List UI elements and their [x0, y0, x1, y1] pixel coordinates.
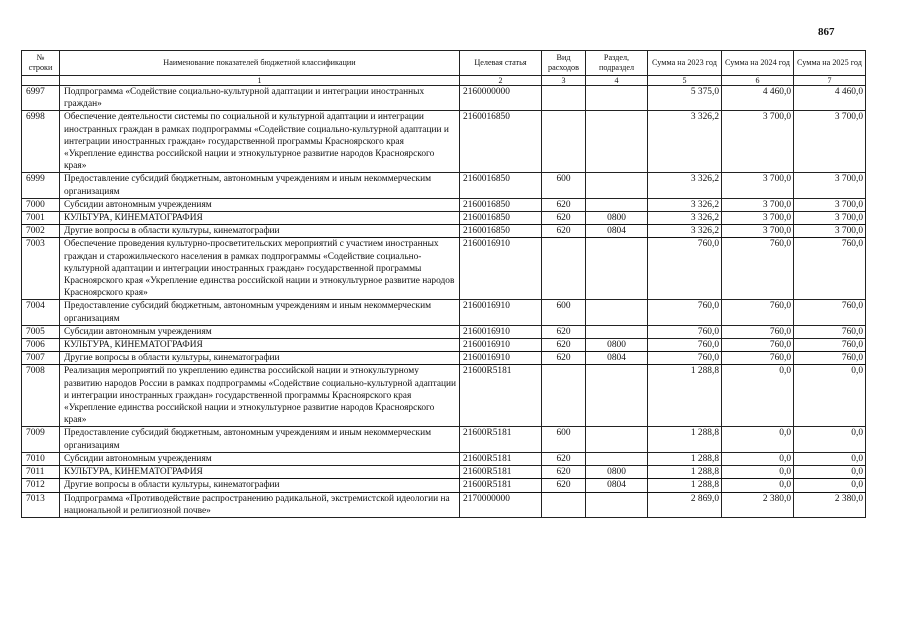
row-name: КУЛЬТУРА, КИНЕМАТОГРАФИЯ	[60, 212, 460, 225]
row-sum-2023: 760,0	[648, 325, 722, 338]
row-target: 2160016910	[460, 339, 542, 352]
page-number: 867	[818, 26, 835, 38]
row-sum-2025: 760,0	[794, 352, 866, 365]
row-name: Предоставление субсидий бюджетным, автономным учреждениям и иным некоммерческим организациям	[60, 300, 460, 325]
column-index: 6	[722, 76, 794, 86]
table-row	[22, 339, 866, 352]
row-sum-2023: 3 326,2	[648, 173, 722, 198]
row-sum-2024: 3 700,0	[722, 225, 794, 238]
budget-table	[21, 50, 866, 518]
row-expense-type: 620	[542, 352, 586, 365]
column-index: 7	[794, 76, 866, 86]
column-index: 2	[460, 76, 542, 86]
row-sum-2024: 760,0	[722, 325, 794, 338]
row-sum-2024: 0,0	[722, 479, 794, 492]
table-row	[22, 300, 866, 325]
header-sum-2025: Сумма на 2025 год	[794, 51, 866, 76]
header-target: Целевая статья	[460, 51, 542, 76]
row-sum-2023: 2 869,0	[648, 492, 722, 517]
row-sum-2025: 0,0	[794, 452, 866, 465]
row-number: 7004	[22, 300, 60, 325]
row-sum-2025: 760,0	[794, 238, 866, 300]
table-row	[22, 238, 866, 300]
row-name: Субсидии автономным учреждениям	[60, 198, 460, 211]
row-number: 6999	[22, 173, 60, 198]
row-name: Подпрограмма «Содействие социально-культурной адаптации и интеграции иностранных граждан»	[60, 86, 460, 111]
row-sum-2025: 3 700,0	[794, 198, 866, 211]
row-sum-2023: 5 375,0	[648, 86, 722, 111]
row-number: 7012	[22, 479, 60, 492]
row-target: 2160016910	[460, 300, 542, 325]
header-sum-2023: Сумма на 2023 год	[648, 51, 722, 76]
row-sum-2023: 1 288,8	[648, 365, 722, 427]
row-sum-2023: 760,0	[648, 352, 722, 365]
row-name: КУЛЬТУРА, КИНЕМАТОГРАФИЯ	[60, 466, 460, 479]
row-sum-2024: 3 700,0	[722, 212, 794, 225]
row-sum-2023: 3 326,2	[648, 198, 722, 211]
row-number: 7013	[22, 492, 60, 517]
row-sum-2025: 0,0	[794, 365, 866, 427]
row-target: 2170000000	[460, 492, 542, 517]
row-target: 2160016910	[460, 325, 542, 338]
row-sum-2025: 760,0	[794, 339, 866, 352]
row-name: Предоставление субсидий бюджетным, автономным учреждениям и иным некоммерческим организациям	[60, 173, 460, 198]
table-row	[22, 173, 866, 198]
row-name: Другие вопросы в области культуры, кинематографии	[60, 479, 460, 492]
row-section	[586, 427, 648, 452]
row-section: 0804	[586, 479, 648, 492]
row-sum-2024: 0,0	[722, 365, 794, 427]
table-row	[22, 86, 866, 111]
row-sum-2024: 0,0	[722, 452, 794, 465]
table-row	[22, 479, 866, 492]
row-expense-type: 620	[542, 339, 586, 352]
row-name: Обеспечение проведения культурно-просветительских мероприятий с участием иностранных граждан и старожильческого населения в рамках подпрограммы «Содействие социально-культурной адаптации и интеграции иностранных граждан» государственной программы Красноярского края «Укрепление единства российской нации и этнокультурное развитие народов Красноярского края»	[60, 238, 460, 300]
row-number: 7007	[22, 352, 60, 365]
column-index: 3	[542, 76, 586, 86]
column-index-row	[22, 76, 866, 86]
row-sum-2023: 1 288,8	[648, 452, 722, 465]
row-sum-2023: 3 326,2	[648, 225, 722, 238]
column-index	[22, 76, 60, 86]
row-sum-2025: 760,0	[794, 300, 866, 325]
row-name: Субсидии автономным учреждениям	[60, 325, 460, 338]
row-sum-2025: 4 460,0	[794, 86, 866, 111]
row-expense-type: 620	[542, 325, 586, 338]
row-expense-type	[542, 492, 586, 517]
row-sum-2024: 4 460,0	[722, 86, 794, 111]
table-row	[22, 198, 866, 211]
row-section: 0800	[586, 466, 648, 479]
row-sum-2025: 2 380,0	[794, 492, 866, 517]
row-name: Обеспечение деятельности системы по социальной и культурной адаптации и интеграции иностранных граждан в рамках подпрограммы «Содействие социально-культурной адаптации и интеграции иностранных граждан» государственной программы Красноярского края «Укрепление единства российской нации и этнокультурное развитие народов Красноярского края»	[60, 111, 460, 173]
column-index: 5	[648, 76, 722, 86]
row-expense-type: 620	[542, 225, 586, 238]
table-row	[22, 492, 866, 517]
row-section: 0804	[586, 225, 648, 238]
row-sum-2025: 3 700,0	[794, 212, 866, 225]
row-name: Субсидии автономным учреждениям	[60, 452, 460, 465]
row-expense-type: 620	[542, 479, 586, 492]
row-expense-type	[542, 86, 586, 111]
row-section	[586, 198, 648, 211]
row-number: 7009	[22, 427, 60, 452]
row-target: 2160016910	[460, 352, 542, 365]
row-name: Реализация мероприятий по укреплению единства российской нации и этнокультурному развитию народов России в рамках подпрограммы «Содействие социально-культурной адаптации и интеграции иностранных граждан» государственной программы Красноярского края «Укрепление единства российской нации и этнокультурное развитие народов Красноярского края»	[60, 365, 460, 427]
row-sum-2023: 760,0	[648, 339, 722, 352]
row-number: 7003	[22, 238, 60, 300]
row-number: 6997	[22, 86, 60, 111]
row-sum-2024: 760,0	[722, 300, 794, 325]
header-name: Наименование показателей бюджетной классификации	[60, 51, 460, 76]
row-sum-2025: 0,0	[794, 466, 866, 479]
row-sum-2023: 760,0	[648, 300, 722, 325]
table-row	[22, 352, 866, 365]
row-number: 6998	[22, 111, 60, 173]
row-sum-2023: 760,0	[648, 238, 722, 300]
row-expense-type: 620	[542, 198, 586, 211]
row-target: 2160016850	[460, 111, 542, 173]
row-target: 21600R5181	[460, 427, 542, 452]
table-row	[22, 427, 866, 452]
row-number: 7002	[22, 225, 60, 238]
row-name: КУЛЬТУРА, КИНЕМАТОГРАФИЯ	[60, 339, 460, 352]
row-expense-type	[542, 238, 586, 300]
table-row	[22, 466, 866, 479]
row-section	[586, 325, 648, 338]
row-sum-2024: 2 380,0	[722, 492, 794, 517]
row-sum-2024: 0,0	[722, 466, 794, 479]
row-number: 7001	[22, 212, 60, 225]
row-sum-2023: 1 288,8	[648, 427, 722, 452]
table-row	[22, 452, 866, 465]
row-sum-2024: 3 700,0	[722, 111, 794, 173]
row-name: Подпрограмма «Противодействие распространению радикальной, экстремистской идеологии на национальной и религиозной почве»	[60, 492, 460, 517]
row-sum-2025: 3 700,0	[794, 225, 866, 238]
row-target: 21600R5181	[460, 479, 542, 492]
column-index: 4	[586, 76, 648, 86]
header-sum-2024: Сумма на 2024 год	[722, 51, 794, 76]
row-sum-2025: 0,0	[794, 479, 866, 492]
row-sum-2025: 3 700,0	[794, 111, 866, 173]
row-sum-2023: 3 326,2	[648, 212, 722, 225]
row-target: 2160016850	[460, 173, 542, 198]
row-number: 7011	[22, 466, 60, 479]
row-sum-2023: 3 326,2	[648, 111, 722, 173]
row-number: 7008	[22, 365, 60, 427]
row-section	[586, 173, 648, 198]
table-row	[22, 365, 866, 427]
row-name: Другие вопросы в области культуры, кинематографии	[60, 225, 460, 238]
row-sum-2023: 1 288,8	[648, 479, 722, 492]
row-sum-2025: 3 700,0	[794, 173, 866, 198]
row-number: 7006	[22, 339, 60, 352]
row-name: Другие вопросы в области культуры, кинематографии	[60, 352, 460, 365]
row-section	[586, 300, 648, 325]
row-sum-2025: 0,0	[794, 427, 866, 452]
row-target: 21600R5181	[460, 466, 542, 479]
row-name: Предоставление субсидий бюджетным, автономным учреждениям и иным некоммерческим организациям	[60, 427, 460, 452]
row-section	[586, 86, 648, 111]
row-expense-type: 600	[542, 173, 586, 198]
row-number: 7000	[22, 198, 60, 211]
table-row	[22, 212, 866, 225]
row-expense-type	[542, 365, 586, 427]
row-expense-type: 620	[542, 466, 586, 479]
row-section	[586, 452, 648, 465]
row-target: 2160000000	[460, 86, 542, 111]
row-section: 0800	[586, 339, 648, 352]
row-sum-2024: 3 700,0	[722, 173, 794, 198]
table-row	[22, 225, 866, 238]
row-expense-type: 600	[542, 300, 586, 325]
row-target: 2160016910	[460, 238, 542, 300]
row-sum-2024: 760,0	[722, 238, 794, 300]
row-section	[586, 492, 648, 517]
row-section	[586, 365, 648, 427]
row-number: 7010	[22, 452, 60, 465]
table-row	[22, 325, 866, 338]
row-target: 21600R5181	[460, 452, 542, 465]
table-row	[22, 111, 866, 173]
row-expense-type: 620	[542, 452, 586, 465]
row-sum-2024: 0,0	[722, 427, 794, 452]
row-expense-type	[542, 111, 586, 173]
row-section: 0800	[586, 212, 648, 225]
row-sum-2024: 760,0	[722, 352, 794, 365]
header-section: Раздел, подраздел	[586, 51, 648, 76]
row-target: 2160016850	[460, 198, 542, 211]
row-sum-2024: 760,0	[722, 339, 794, 352]
row-sum-2024: 3 700,0	[722, 198, 794, 211]
row-section	[586, 238, 648, 300]
header-expense-type: Вид расходов	[542, 51, 586, 76]
row-target: 2160016850	[460, 212, 542, 225]
row-section: 0804	[586, 352, 648, 365]
row-sum-2025: 760,0	[794, 325, 866, 338]
row-section	[586, 111, 648, 173]
header-row-no: № строки	[22, 51, 60, 76]
table-header-row	[22, 51, 866, 76]
row-expense-type: 620	[542, 212, 586, 225]
row-expense-type: 600	[542, 427, 586, 452]
row-target: 21600R5181	[460, 365, 542, 427]
column-index: 1	[60, 76, 460, 86]
row-sum-2023: 1 288,8	[648, 466, 722, 479]
row-number: 7005	[22, 325, 60, 338]
row-target: 2160016850	[460, 225, 542, 238]
